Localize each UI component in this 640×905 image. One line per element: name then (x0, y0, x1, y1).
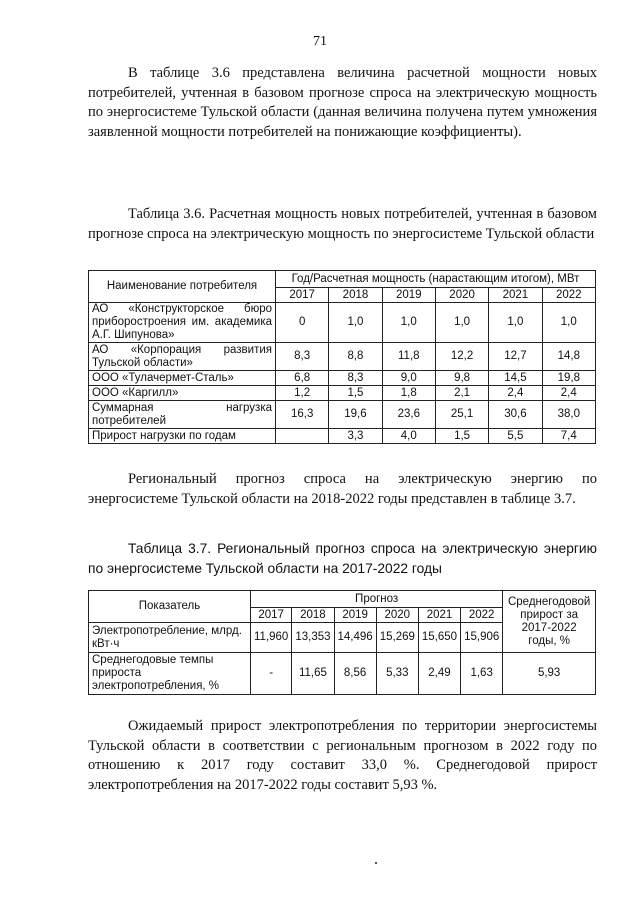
table-3-6-year: 2020 (435, 288, 488, 303)
avg-growth-value: 5,93 (503, 653, 596, 695)
value-cell: 1,0 (435, 303, 488, 343)
value-cell: 1,0 (329, 303, 382, 343)
table-3-7-year: 2022 (461, 608, 503, 623)
table-row (89, 401, 596, 429)
table-3-6-caption: Таблица 3.6. Расчетная мощность новых потребителей, учтенная в базовом прогнозе спроса на электрическую мощность по энергосистеме Тульской области (88, 206, 597, 242)
conclusion-paragraph: Ожидаемый прирост электропотребления по территории энергосистемы Тульской области в соответствии с региональным прогнозом в 2022 году по отношению к 2017 году составит 33,0 %. Среднегодовой прирост электропотребления на 2017-2022 годы составит 5,93 %. (88, 718, 597, 793)
value-cell: 13,353 (292, 623, 334, 653)
scan-mark (375, 862, 377, 864)
table-3-7-year: 2019 (334, 608, 376, 623)
intro-paragraph: В таблице 3.6 представлена величина расчетной мощности новых потребителей, учтенная в базовом прогнозе спроса на электрическую мощность по энергосистеме Тульской области (данная величина получена путем умножения заявленной мощности потребителей на понижающие коэффициенты). (88, 65, 597, 140)
value-cell: 6,8 (276, 371, 329, 386)
indicator-name: Электропотребление, млрд. кВт·ч (89, 623, 251, 653)
table-3-7-caption: Таблица 3.7. Региональный прогноз спроса на электрическую энергию по энергосистеме Тульской области на 2017-2022 годы (88, 541, 597, 576)
value-cell: 25,1 (435, 401, 488, 429)
value-cell: 16,3 (276, 401, 329, 429)
table-3-6-year: 2019 (382, 288, 435, 303)
value-cell: 1,2 (276, 386, 329, 401)
table-3-7-year: 2020 (376, 608, 418, 623)
value-cell: 23,6 (382, 401, 435, 429)
consumer-name: Суммарная нагрузка потребителей (89, 401, 276, 429)
value-cell: 2,49 (418, 653, 460, 695)
value-cell: 9,0 (382, 371, 435, 386)
value-cell (276, 429, 329, 444)
table-3-6-year: 2018 (329, 288, 382, 303)
table-3-6-header-group: Год/Расчетная мощность (нарастающим итогом), МВт (276, 271, 596, 288)
value-cell: 2,1 (435, 386, 488, 401)
value-cell: 8,3 (276, 343, 329, 371)
value-cell: 8,3 (329, 371, 382, 386)
value-cell: 11,8 (382, 343, 435, 371)
table-3-6-year: 2021 (489, 288, 542, 303)
consumer-name: Прирост нагрузки по годам (89, 429, 276, 444)
value-cell: 12,7 (489, 343, 542, 371)
value-cell: 7,4 (542, 429, 595, 444)
value-cell: 12,2 (435, 343, 488, 371)
table-3-7-header-group: Прогноз (251, 591, 503, 608)
table-row (89, 386, 596, 401)
value-cell: 1,63 (461, 653, 503, 695)
value-cell: 11,960 (251, 623, 292, 653)
page-number: 71 (313, 34, 327, 49)
value-cell: 38,0 (542, 401, 595, 429)
value-cell: 1,5 (435, 429, 488, 444)
value-cell: 5,33 (376, 653, 418, 695)
table-3-7-year: 2021 (418, 608, 460, 623)
table-3-7 (88, 590, 596, 695)
table-3-7-header-name: Показатель (89, 591, 251, 623)
value-cell: 14,5 (489, 371, 542, 386)
value-cell: 2,4 (489, 386, 542, 401)
value-cell: 19,8 (542, 371, 595, 386)
table-3-6-header-name: Наименование потребителя (89, 271, 276, 303)
table-row (89, 371, 596, 386)
value-cell: 5,5 (489, 429, 542, 444)
table-row (89, 343, 596, 371)
value-cell: 15,906 (461, 623, 503, 653)
value-cell: 14,496 (334, 623, 376, 653)
value-cell: 19,6 (329, 401, 382, 429)
consumer-name: АО «Конструкторское бюро приборостроения им. академика А.Г. Шипунова» (89, 303, 276, 343)
table-3-7-header-avg: Среднегодовой прирост за 2017-2022 годы, % (503, 591, 596, 653)
indicator-name: Среднегодовые темпы прироста электропотребления, % (89, 653, 251, 695)
value-cell: 3,3 (329, 429, 382, 444)
value-cell: 0 (276, 303, 329, 343)
value-cell: 2,4 (542, 386, 595, 401)
value-cell: 11,65 (292, 653, 334, 695)
consumer-name: ООО «Каргилл» (89, 386, 276, 401)
value-cell: 8,56 (334, 653, 376, 695)
value-cell: 1,0 (489, 303, 542, 343)
value-cell: - (251, 653, 292, 695)
value-cell: 15,650 (418, 623, 460, 653)
value-cell: 9,8 (435, 371, 488, 386)
table-3-6-year: 2022 (542, 288, 595, 303)
value-cell: 8,8 (329, 343, 382, 371)
value-cell: 14,8 (542, 343, 595, 371)
table-row (89, 653, 596, 695)
value-cell: 1,8 (382, 386, 435, 401)
value-cell: 1,0 (542, 303, 595, 343)
value-cell: 1,0 (382, 303, 435, 343)
value-cell: 1,5 (329, 386, 382, 401)
table-3-7-year: 2017 (251, 608, 292, 623)
value-cell: 30,6 (489, 401, 542, 429)
table-3-6-year: 2017 (276, 288, 329, 303)
consumer-name: ООО «Тулачермет-Сталь» (89, 371, 276, 386)
forecast-paragraph: Региональный прогноз спроса на электрическую энергию по энергосистеме Тульской области на 2018-2022 годы представлен в таблице 3.7. (88, 471, 597, 507)
value-cell: 15,269 (376, 623, 418, 653)
table-3-7-year: 2018 (292, 608, 334, 623)
table-3-6 (88, 270, 596, 444)
table-row (89, 429, 596, 444)
value-cell: 4,0 (382, 429, 435, 444)
consumer-name: АО «Корпорация развития Тульской области» (89, 343, 276, 371)
table-row (89, 303, 596, 343)
